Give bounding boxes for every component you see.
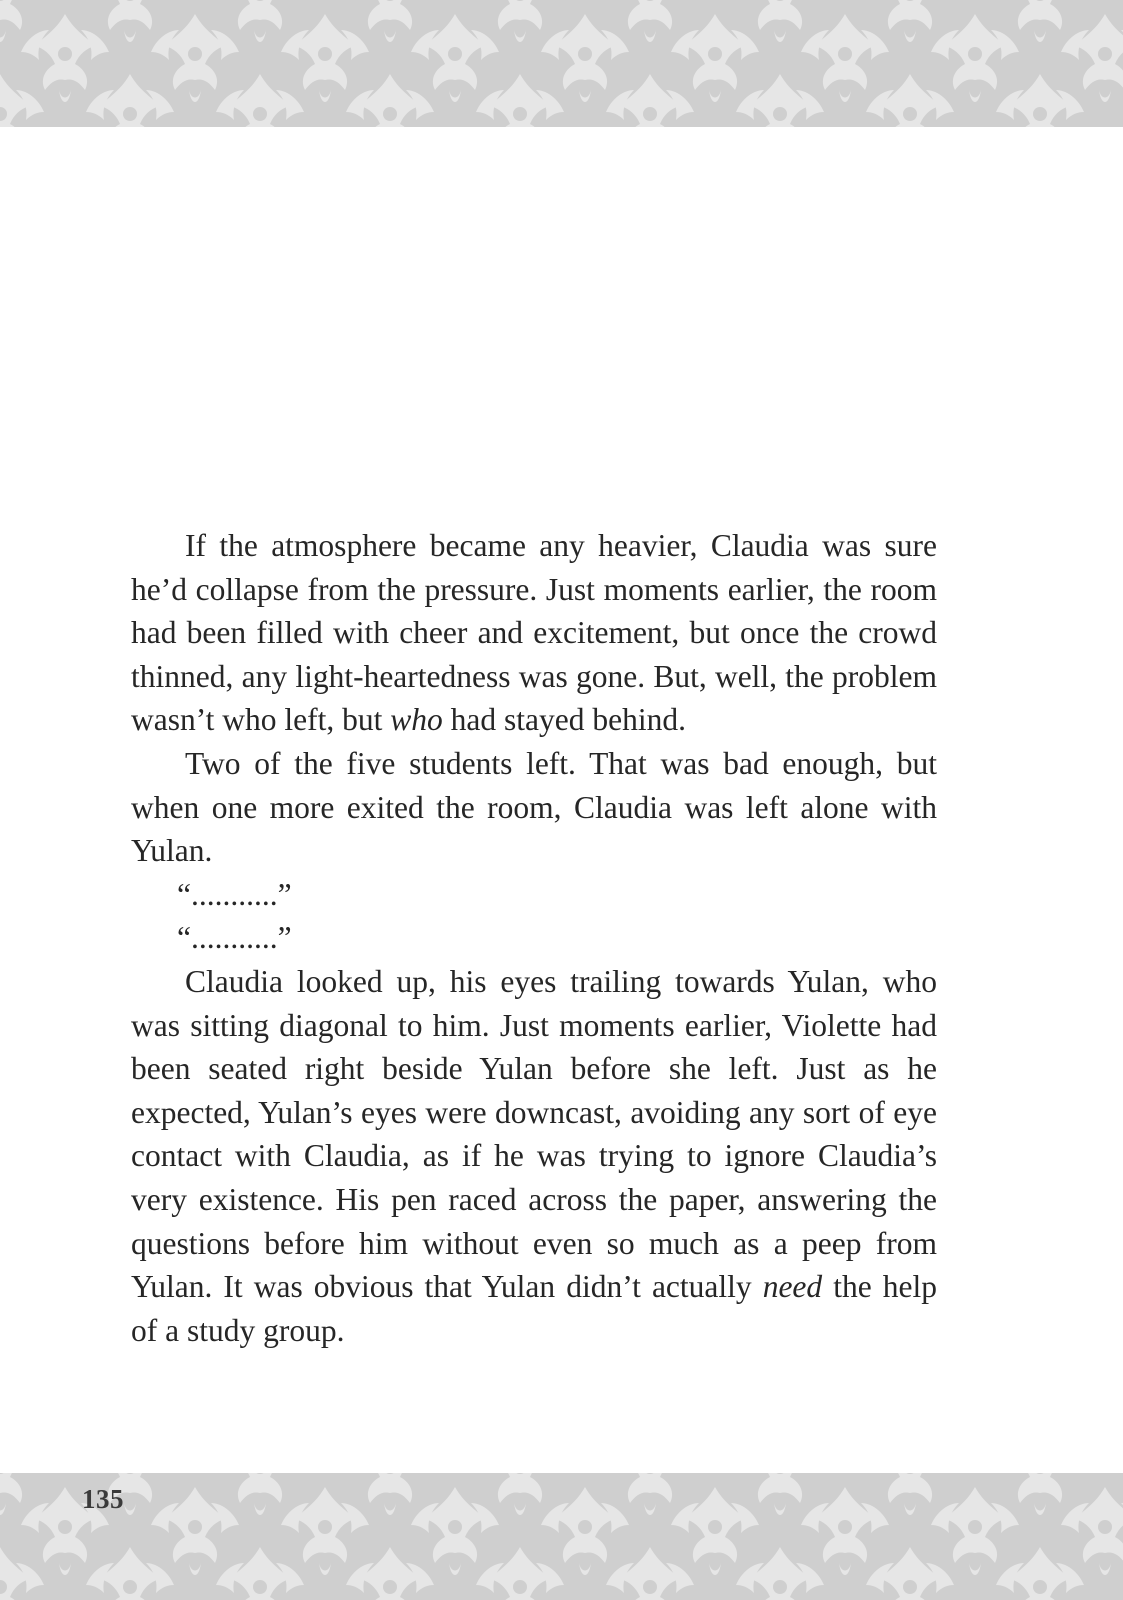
bottom-damask-border xyxy=(0,1473,1123,1600)
paragraph-1-end: had stayed behind. xyxy=(442,702,686,738)
paragraph-1-text: If the atmosphere became any heavier, Claudia was sure he’d collapse from the pressure. Just moments earlier, the room had been filled with cheer and excitement, but once the crowd thinned, any light-heartedness was gone. But, well, the problem wasn’t who left, but xyxy=(131,528,937,738)
paragraph-3 xyxy=(131,960,937,1352)
paragraph-1 xyxy=(131,524,937,742)
chapter-body-text xyxy=(131,524,937,1352)
dialogue-line-2: “...........” xyxy=(177,920,292,956)
damask-pattern xyxy=(0,0,1123,127)
paragraph-3-text: Claudia looked up, his eyes trailing towards Yulan, who was sitting diagonal to him. Just moments earlier, Violette had been seated right beside Yulan before she left. Just as he expected, Yulan’s eyes were downcast, avoiding any sort of eye contact with Claudia, as if he was trying to ignore Claudia’s very existence. His pen raced across the paper, answering the questions before him without even so much as a peep from Yulan. It was obvious that Yulan didn’t actually xyxy=(131,963,937,1305)
damask-pattern xyxy=(0,1473,1123,1600)
emphasis-who: who xyxy=(390,702,443,738)
emphasis-need: need xyxy=(762,1269,823,1305)
paragraph-2: Two of the five students left. That was bad enough, but when one more exited the room, Claudia was left alone with Yulan. xyxy=(131,745,937,869)
dialogue-line-1: “...........” xyxy=(177,876,292,912)
page-number: 135 xyxy=(82,1484,124,1514)
top-damask-border xyxy=(0,0,1123,127)
paragraph-3-end: the help of a study group. xyxy=(131,1269,937,1348)
